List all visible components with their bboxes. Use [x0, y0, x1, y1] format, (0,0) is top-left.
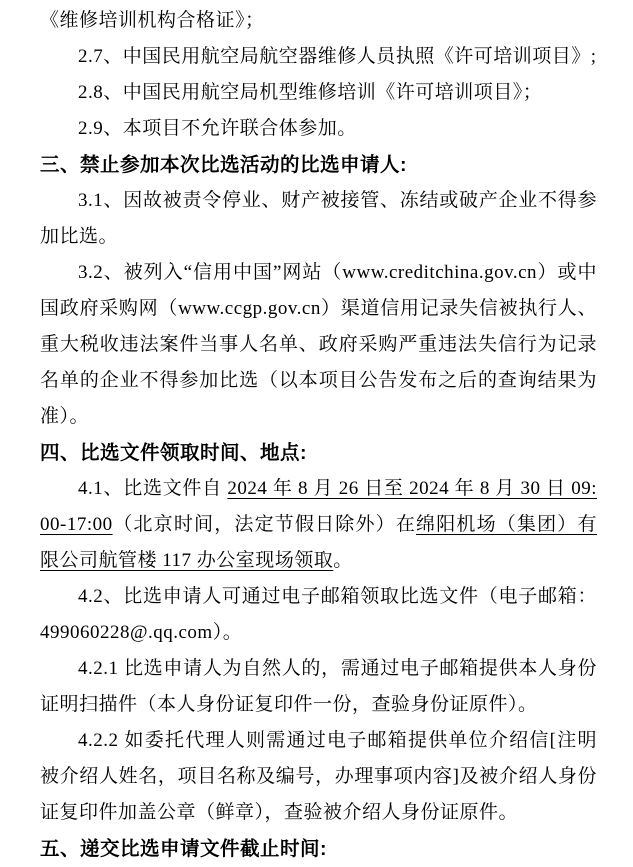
heading-section-5-run-0: 五、递交比选申请文件截止时间:: [40, 838, 327, 860]
heading-section-3: [40, 147, 597, 183]
para-4-1-run-4: 。: [333, 550, 353, 571]
para-4-2-1: [40, 651, 597, 723]
para-3-2: [40, 255, 597, 435]
para-4-2-run-0: 4.2、比选申请人可通过电子邮箱领取比选文件（电子邮箱：499060228@.qq.com）。: [40, 586, 597, 643]
para-cert-continuation-run-0: 《维修培训机构合格证》；: [40, 10, 265, 31]
para-3-1: [40, 183, 597, 255]
para-cert-continuation: [40, 3, 597, 39]
para-4-2: [40, 579, 597, 651]
para-4-2-2: [40, 723, 597, 831]
para-4-1-run-3-underlined: 绵阳机场（集团）有限公司航管楼 117 办公室现场领取: [40, 514, 597, 571]
heading-section-3-run-0: 三、禁止参加本次比选活动的比选申请人:: [40, 154, 407, 176]
para-2-9: [40, 111, 597, 147]
para-4-1-run-0: 4.1、比选文件自: [78, 478, 228, 499]
heading-section-4: [40, 435, 597, 471]
para-4-2-2-run-0: 4.2.2 如委托代理人则需通过电子邮箱提供单位介绍信[注明被介绍人姓名，项目名称及编号，办理事项内容]及被介绍人身份证复印件加盖公章（鲜章），查验被介绍人身份证原件。: [40, 730, 597, 823]
heading-section-5: [40, 831, 597, 867]
para-2-9-run-0: 2.9、本项目不允许联合体参加。: [78, 118, 357, 139]
para-3-1-run-0: 3.1、因故被责令停业、财产被接管、冻结或破产企业不得参加比选。: [40, 190, 597, 247]
para-4-1-run-2: （北京时间，法定节假日除外）在: [112, 514, 417, 535]
para-4-1: [40, 471, 597, 579]
para-2-8-run-0: 2.8、中国民用航空局机型维修培训《许可培训项目》；: [78, 82, 543, 103]
document-body: [40, 3, 597, 867]
para-2-8: [40, 75, 597, 111]
para-2-7-run-0: 2.7、中国民用航空局航空器维修人员执照《许可培训项目》;: [78, 46, 597, 67]
heading-section-4-run-0: 四、比选文件领取时间、地点:: [40, 442, 307, 464]
para-2-7: [40, 39, 597, 75]
para-3-2-run-0: 3.2、被列入“信用中国”网站（www.creditchina.gov.cn）或中国政府采购网（www.ccgp.gov.cn）渠道信用记录失信被执行人、重大税收违法案件当事人名单、政府采购严重违法失信行为记录名单的企业不得参加比选（以本项目公告发布之后的查询结果为准）。: [40, 262, 597, 427]
para-4-2-1-run-0: 4.2.1 比选申请人为自然人的，需通过电子邮箱提供本人身份证明扫描件（本人身份证复印件一份，查验身份证原件）。: [40, 658, 597, 715]
para-4-1-run-1-underlined: 2024 年 8 月 26 日至 2024 年 8 月 30 日 09:00-17:00: [40, 478, 597, 535]
